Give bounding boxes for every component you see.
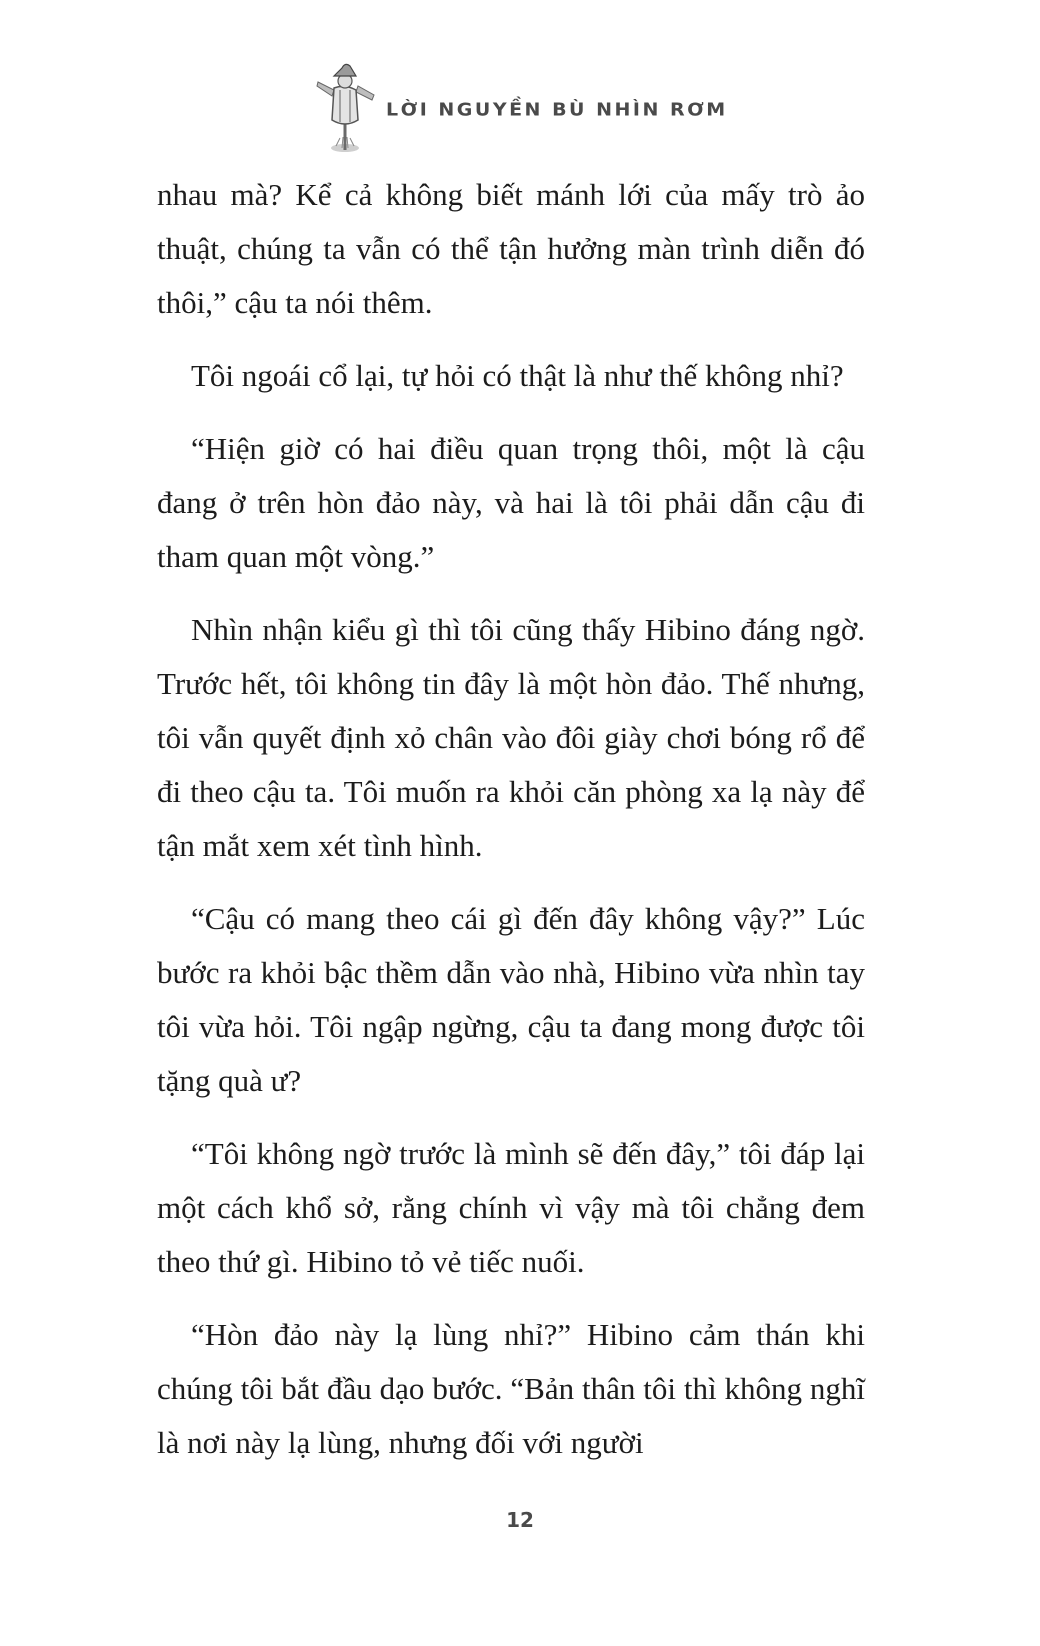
page-number: 12 <box>506 1508 534 1532</box>
paragraph: “Hòn đảo này lạ lùng nhỉ?” Hibino cảm thán khi chúng tôi bắt đầu dạo bước. “Bản thân tôi thì không nghĩ là nơi này lạ lùng, nhưng đối với người <box>157 1317 865 1460</box>
body-text <box>157 168 865 1489</box>
running-header <box>312 60 728 156</box>
paragraph: “Hiện giờ có hai điều quan trọng thôi, một là cậu đang ở trên hòn đảo này, và hai là tôi phải dẫn cậu đi tham quan một vòng.” <box>157 431 865 574</box>
paragraph: “Tôi không ngờ trước là mình sẽ đến đây,” tôi đáp lại một cách khổ sở, rằng chính vì vậy mà tôi chẳng đem theo thứ gì. Hibino tỏ vẻ tiếc nuối. <box>157 1136 865 1279</box>
paragraph: Tôi ngoái cổ lại, tự hỏi có thật là như thế không nhỉ? <box>191 358 844 393</box>
paragraph: Nhìn nhận kiểu gì thì tôi cũng thấy Hibino đáng ngờ. Trước hết, tôi không tin đây là một hòn đảo. Thế nhưng, tôi vẫn quyết định xỏ chân vào đôi giày chơi bóng rổ để đi theo cậu ta. Tôi muốn ra khỏi căn phòng xa lạ này để tận mắt xem xét tình hình. <box>157 612 865 863</box>
scarecrow-icon <box>312 62 378 154</box>
book-title: LỜI NGUYỀN BÙ NHÌN RƠM <box>386 99 728 121</box>
paragraph: nhau mà? Kể cả không biết mánh lới của mấy trò ảo thuật, chúng ta vẫn có thể tận hưởng màn trình diễn đó thôi,” cậu ta nói thêm. <box>157 177 865 320</box>
paragraph: “Cậu có mang theo cái gì đến đây không vậy?” Lúc bước ra khỏi bậc thềm dẫn vào nhà, Hibino vừa nhìn tay tôi vừa hỏi. Tôi ngập ngừng, cậu ta đang mong được tôi tặng quà ư? <box>157 901 865 1098</box>
